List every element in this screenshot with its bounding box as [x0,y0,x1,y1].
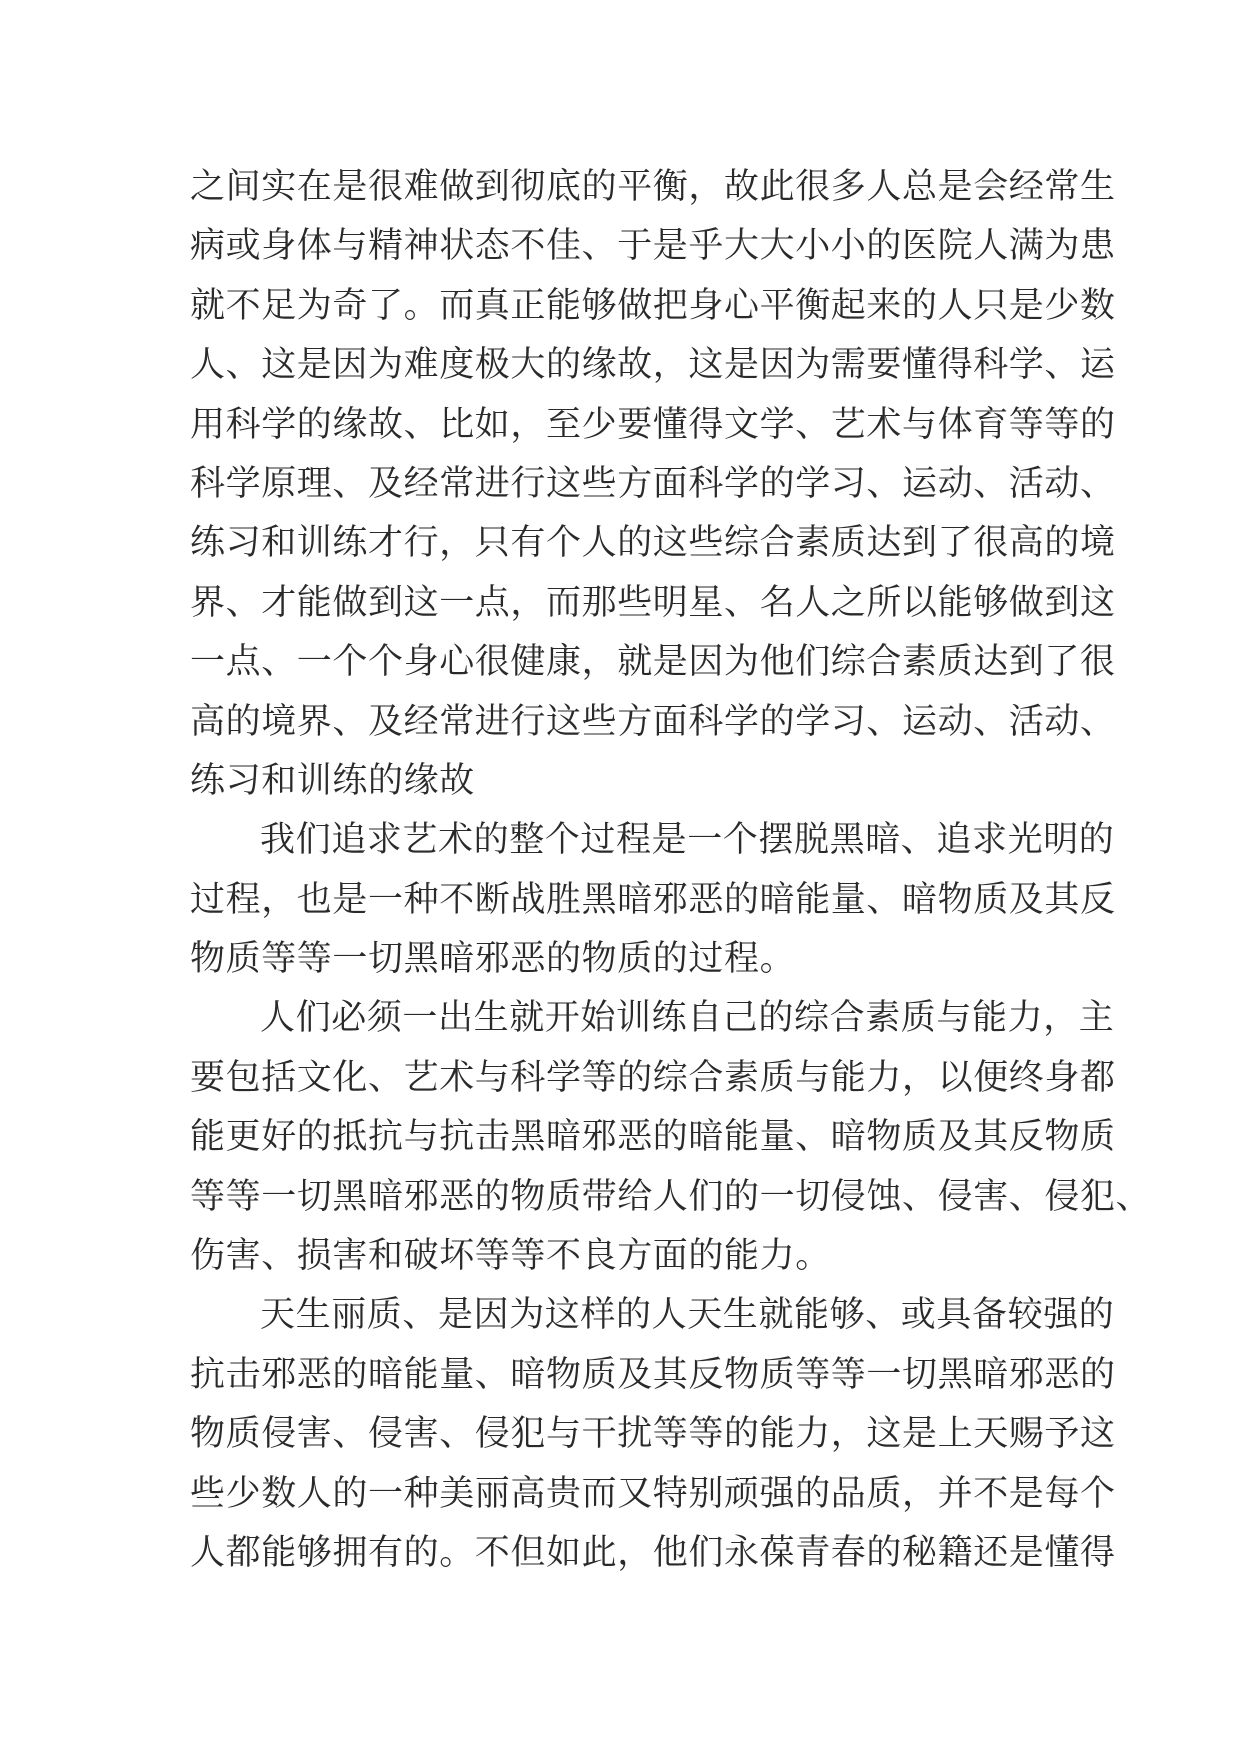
text-line: 练习和训练才行，只有个人的这些综合素质达到了很高的境 [190,523,1116,564]
text-line: 些少数人的一种美丽高贵而又特别顽强的品质，并不是每个 [190,1473,1116,1514]
paragraph-start-line: 人们必须一出生就开始训练自己的综合素质与能力，主 [260,998,1115,1039]
text-line: 一点、一个个身心很健康，就是因为他们综合素质达到了很 [190,642,1116,683]
text-line: 抗击邪恶的暗能量、暗物质及其反物质等等一切黑暗邪恶的 [190,1354,1116,1395]
text-line: 物质侵害、侵害、侵犯与干扰等等的能力，这是上天赐予这 [190,1414,1116,1455]
text-line: 物质等等一切黑暗邪恶的物质的过程。 [190,939,796,980]
text-line: 就不足为奇了。而真正能够做把身心平衡起来的人只是少数 [190,285,1116,326]
text-line: 伤害、损害和破坏等等不良方面的能力。 [190,1236,831,1277]
paragraph-start-line: 我们追求艺术的整个过程是一个摆脱黑暗、追求光明的 [260,820,1115,861]
body-text [190,158,1152,1583]
text-line: 要包括文化、艺术与科学等的综合素质与能力，以便终身都 [190,1057,1116,1098]
text-line: 科学原理、及经常进行这些方面科学的学习、运动、活动、 [190,463,1116,504]
text-line: 人都能够拥有的。不但如此，他们永葆青春的秘籍还是懂得 [190,1532,1116,1573]
text-line: 病或身体与精神状态不佳、于是乎大大小小的医院人满为患 [190,226,1116,267]
text-line: 等等一切黑暗邪恶的物质带给人们的一切侵蚀、侵害、侵犯、 [190,1176,1152,1217]
text-line: 之间实在是很难做到彻底的平衡，故此很多人总是会经常生 [190,167,1116,207]
text-line: 界、才能做到这一点，而那些明星、名人之所以能够做到这 [190,582,1116,623]
paragraph-start-line: 天生丽质、是因为这样的人天生就能够、或具备较强的 [260,1295,1115,1336]
text-line: 人、这是因为难度极大的缘故，这是因为需要懂得科学、运 [190,345,1116,386]
text-line: 练习和训练的缘故 [190,760,475,801]
text-line: 用科学的缘故、比如，至少要懂得文学、艺术与体育等等的 [190,404,1116,445]
text-line: 高的境界、及经常进行这些方面科学的学习、运动、活动、 [190,701,1116,742]
text-line: 能更好的抵抗与抗击黑暗邪恶的暗能量、暗物质及其反物质 [190,1117,1116,1158]
text-line: 过程，也是一种不断战胜黑暗邪恶的暗能量、暗物质及其反 [190,879,1116,920]
